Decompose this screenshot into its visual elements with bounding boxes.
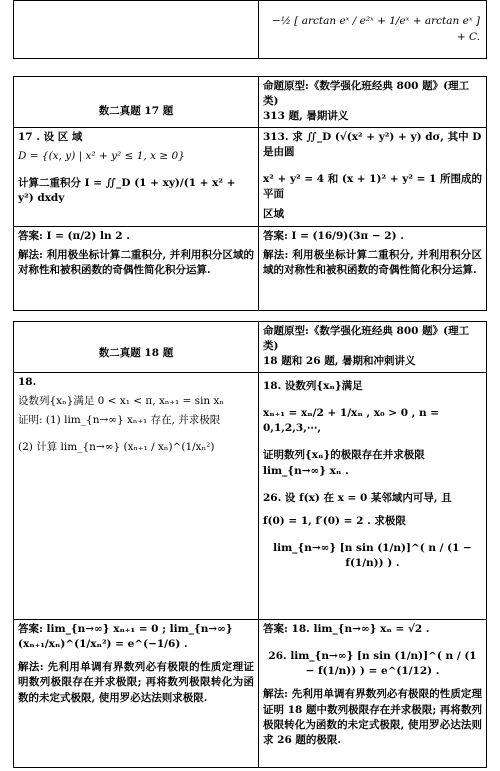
p18-ans-left-method: 解法: 先利用单调有界数列必有极限的性质定理证明数列极限存在并求极限; 再将数列极限转化为函数的未定式极限, 使用罗必达法则求极限. [18,661,254,704]
p17-q-right-line3: 区域 [263,207,284,220]
p18-right-header-line1: 命题原型:《数学强化班经典 800 题》(理工类) [263,325,470,353]
p17-q-right-line2: x² + y² = 4 和 (x + 1)² + y² = 1 所围成的平面 [263,173,482,201]
p18-q-right-line2: xₙ₊₁ = xₙ/2 + 1/xₙ , x₀ > 0 , n = 0,1,2,3,⋯, [263,406,440,435]
problem-18-table [13,321,487,768]
p18-question-right [259,372,487,619]
p17-q-left-line1: 17 . 设 区 域 [18,130,83,143]
p17-answer-left [14,226,259,310]
p17-answer-right [259,226,487,310]
p18-ans-right2: 26. lim_{n→∞} [n sin (1/n)]^( n / (1 − f(1/n)) ) = e^(1/12) . [268,649,477,678]
p18-ans-right1: 答案: 18. lim_{n→∞} xₙ = √2 . [263,622,430,635]
p18-answer-right [259,619,487,767]
problem-17-table [13,76,487,311]
top-fragment-formula: −½ [ arctan eˣ / e²ˣ + 1/eˣ + arctan eˣ ] + C. [271,15,480,43]
p18-answer-left [14,619,259,767]
p17-q-left-line3: 计算二重积分 I = ∬_D (1 + xy)/(1 + x² + y²) dxdy [18,177,236,205]
p17-ans-left-method: 解法: 利用极坐标计算二重积分, 并利用积分区域的对称性和被积函数的奇偶性简化积分运算. [18,248,254,277]
p18-right-header [259,322,487,373]
p17-ans-right: 答案: I = (16/9)(3π − 2) . [263,229,404,242]
p18-q-right-line6: lim_{n→∞} [n sin (1/n)]^( n / (1 − f(1/n)) ) . [273,542,472,570]
p18-left-header: 数二真题 18 题 [14,322,259,373]
p18-q-left-line1: 设数列{xₙ}满足 0 < x₁ < π, xₙ₊₁ = sin xₙ [18,394,224,407]
p18-q-right-line5: f(0) = 1, f′(0) = 2 . 求极限 [263,514,406,527]
p18-question-left [14,372,259,619]
p18-ans-left: 答案: lim_{n→∞} xₙ₊₁ = 0 ; lim_{n→∞} (xₙ₊₁/xₙ)^(1/xₙ²) = e^(−1/6) . [18,622,233,650]
p18-ans-right-method: 解法: 先利用单调有界数列必有极限的性质定理证明 18 题中数列极限存在并求极限; 再将数列极限转化为函数的未定式极限, 使用罗必达法则求 26 题的极限. [263,688,482,746]
p18-q-left-line3: (2) 计算 lim_{n→∞} (xₙ₊₁ / xₙ)^(1/xₙ²) [18,441,215,454]
p17-right-header-line1: 命题原型:《数学强化班经典 800 题》(理工类) [263,80,470,108]
top-fragment-table [13,0,487,59]
p17-ans-left: 答案: I = (π/2) ln 2 . [18,229,130,242]
p18-q-left-num: 18. [18,375,37,388]
p18-q-left-line2: 证明: (1) lim_{n→∞} xₙ₊₁ 存在, 并求极限 [18,414,221,427]
p18-q-right-line4: 26. 设 f(x) 在 x = 0 某邻域内可导, 且 [263,491,452,504]
p17-right-header-line2: 313 题, 暑期讲义 [263,110,349,123]
p17-ans-right-method: 解法: 利用极坐标计算二重积分, 并利用积分区域的对称性和被积函数的奇偶性简化积分运算. [263,248,482,277]
top-fragment-right-cell [259,1,487,59]
p17-question-left [14,127,259,226]
p18-q-right-line1: 18. 设数列{xₙ}满足 [263,379,363,392]
p17-question-right [259,127,487,226]
p17-right-header [259,77,487,128]
p18-right-header-line2: 18 题和 26 题, 暑期和冲刺讲义 [263,355,416,368]
p17-left-header: 数二真题 17 题 [14,77,259,128]
p18-q-right-line3: 证明数列{xₙ}的极限存在并求极限 lim_{n→∞} xₙ . [263,449,425,477]
top-fragment-left-cell [14,1,259,59]
p17-q-left-line2: D = {(x, y) | x² + y² ≤ 1, x ≥ 0} [18,149,185,162]
p17-q-right-line1: 313. 求 ∬_D (√(x² + y²) + y) dσ, 其中 D 是由圆 [263,130,482,158]
